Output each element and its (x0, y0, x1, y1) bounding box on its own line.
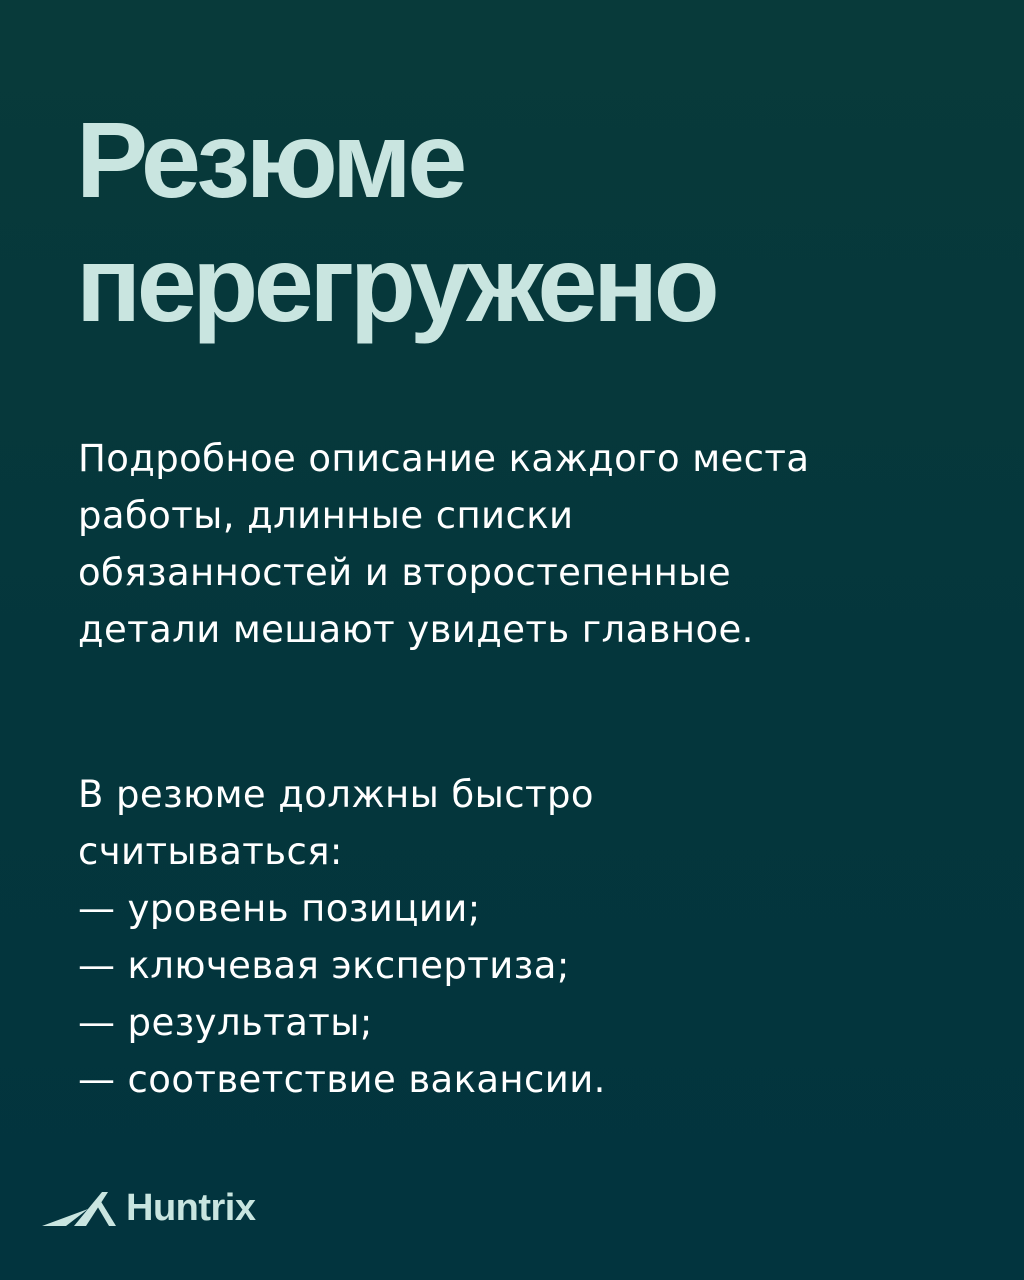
description-line-2: работы, длинные списки (78, 494, 574, 537)
title-line-2: перегружено (76, 223, 716, 344)
description-paragraph (78, 430, 809, 658)
requirements-item-position-level: — уровень позиции; (78, 887, 481, 930)
slide-title (76, 98, 715, 346)
requirements-item-results: — результаты; (78, 1001, 373, 1044)
requirements-intro-line-1: В резюме должны быстро (78, 773, 594, 816)
huntrix-logo-mark-icon (42, 1189, 118, 1227)
description-line-1: Подробное описание каждого места (78, 437, 810, 480)
requirements-item-vacancy-fit: — соответствие вакансии. (78, 1058, 606, 1101)
brand-name: Huntrix (126, 1186, 256, 1229)
requirements-paragraph (78, 766, 606, 1108)
requirements-intro-line-2: считываться: (78, 830, 343, 873)
requirements-item-key-expertise: — ключевая экспертиза; (78, 944, 570, 987)
brand-logo (42, 1186, 256, 1230)
description-line-3: обязанностей и второстепенные (78, 551, 732, 594)
title-line-1: Резюме (76, 99, 463, 220)
description-line-4: детали мешают увидеть главное. (78, 608, 754, 651)
